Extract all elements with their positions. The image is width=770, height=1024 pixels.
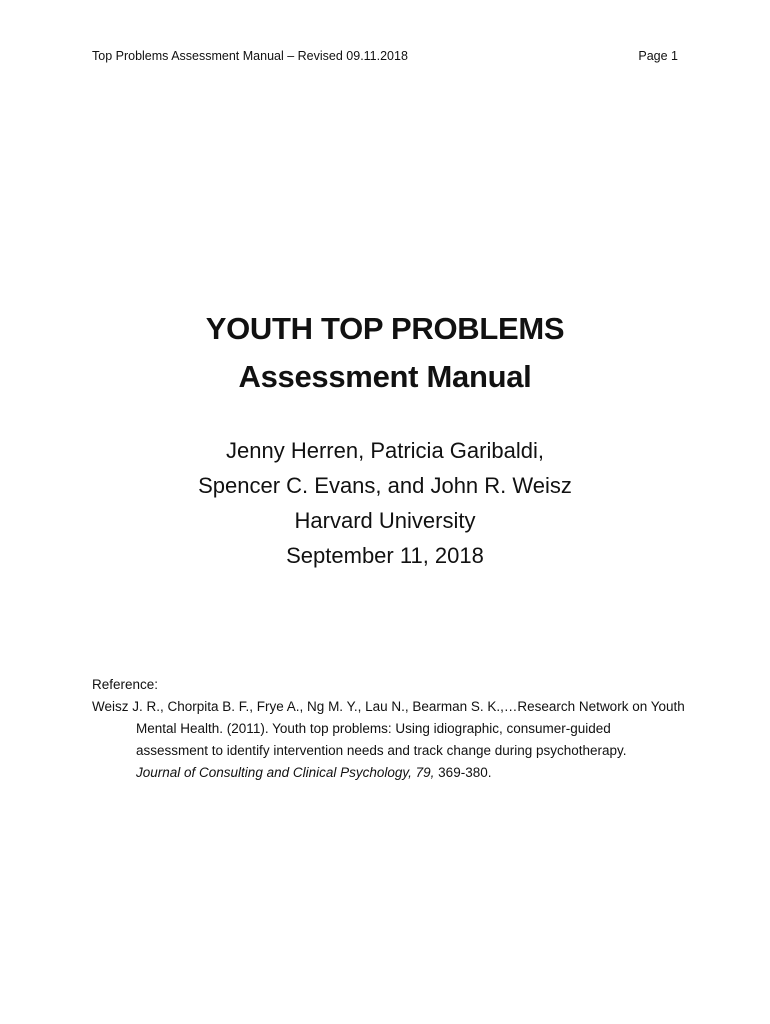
reference-line-3: assessment to identify intervention needs and track change during psychotherapy. — [136, 743, 627, 758]
journal-citation: Journal of Consulting and Clinical Psychology, 79, — [136, 765, 435, 780]
reference-line-2: Mental Health. (2011). Youth top problems: Using idiographic, consumer-guided — [136, 721, 611, 736]
journal-pages: 369-380. — [434, 765, 492, 780]
authors-line-1: Jenny Herren, Patricia Garibaldi, — [226, 438, 544, 463]
authors-block — [0, 433, 770, 573]
running-header — [92, 47, 678, 65]
reference-line-1: Weisz J. R., Chorpita B. F., Frye A., Ng M. Y., Lau N., Bearman S. K.,…Research Network on Youth — [92, 699, 685, 714]
reference-label: Reference: — [92, 677, 159, 692]
publication-date: September 11, 2018 — [286, 543, 484, 568]
running-title: Top Problems Assessment Manual – Revised 09.11.2018 — [92, 49, 408, 63]
authors-line-2: Spencer C. Evans, and John R. Weisz — [198, 473, 572, 498]
reference-line-4 — [92, 762, 692, 784]
title-line-1: YOUTH TOP PROBLEMS — [205, 311, 565, 346]
page-number: Page 1 — [638, 49, 678, 63]
institution: Harvard University — [294, 508, 476, 533]
reference-section — [92, 674, 692, 784]
document-title — [0, 305, 770, 401]
title-line-2: Assessment Manual — [238, 359, 532, 394]
